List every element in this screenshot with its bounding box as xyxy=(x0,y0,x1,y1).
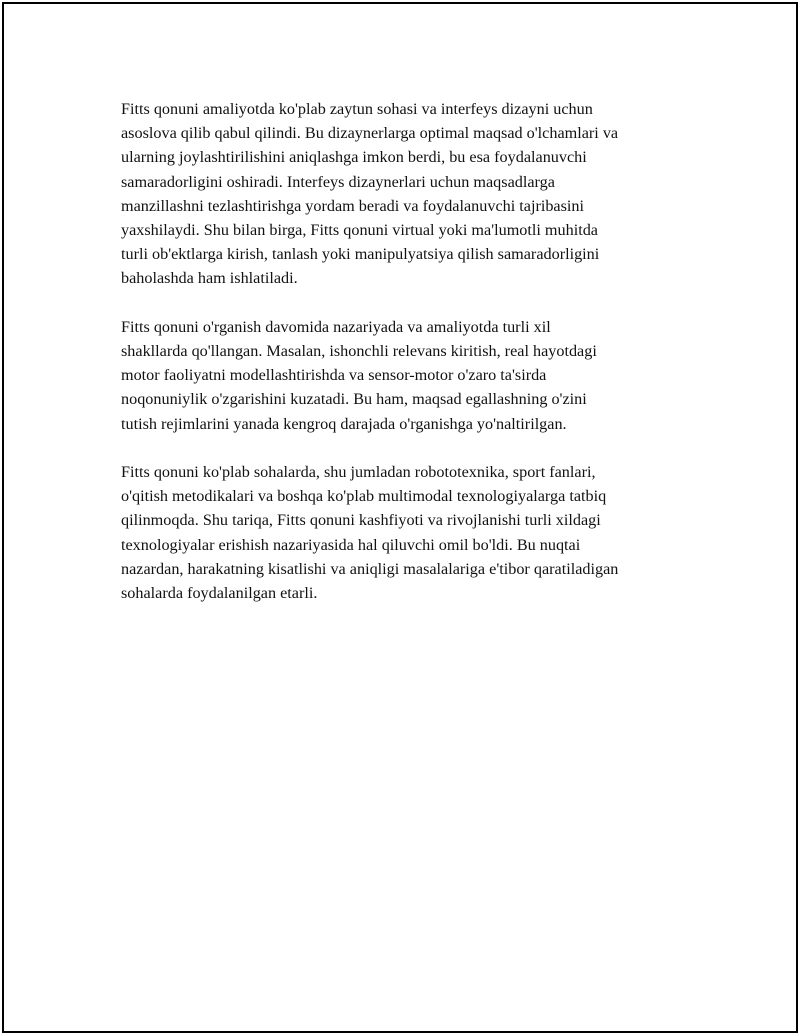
document-body xyxy=(121,97,701,629)
page-frame xyxy=(2,2,798,1033)
paragraph-1: Fitts qonuni amaliyotda ko'plab zaytun sohasi va interfeys dizayni uchun asoslova qilib qabul qilindi. Bu dizaynerlarga optimal maqsad o'lchamlari va ularning joylashtirilishini aniqlashga imkon berdi, bu esa foydalanuvchi samaradorligini oshiradi. Interfeys dizaynerlari uchun maqsadlarga manzillashni tezlashtirishga yordam beradi va foydalanuvchi tajribasini yaxshilaydi. Shu bilan birga, Fitts qonuni virtual yoki ma'lumotli muhitda turli ob'ektlarga kirish, tanlash yoki manipulyatsiya qilish samaradorligini baholashda ham ishlatiladi. xyxy=(121,100,619,288)
paragraph-3: Fitts qonuni ko'plab sohalarda, shu jumladan robototexnika, sport fanlari, o'qitish metodikalari va boshqa ko'plab multimodal texnologiyalarga tatbiq qilinmoqda. Shu tariqa, Fitts qonuni kashfiyoti va rivojlanishi turli xildagi texnologiyalar erishish nazariyasida hal qiluvchi omil bo'ldi. Bu nuqtai nazardan, harakatning kisatlishi va aniqligi masalalariga e'tibor qaratiladigan sohalarda foydalanilgan etarli. xyxy=(121,463,619,603)
paragraph-2: Fitts qonuni o'rganish davomida nazariyada va amaliyotda turli xil shakllarda qo'llangan. Masalan, ishonchli relevans kiritish, real hayotdagi motor faoliyatni modellashtirishda va sensor-motor o'zaro ta'sirda noqonuniylik o'zgarishini kuzatadi. Bu ham, maqsad egallashning o'zini tutish rejimlarini yanada kengroq darajada o'rganishga yo'naltirilgan. xyxy=(121,317,597,433)
